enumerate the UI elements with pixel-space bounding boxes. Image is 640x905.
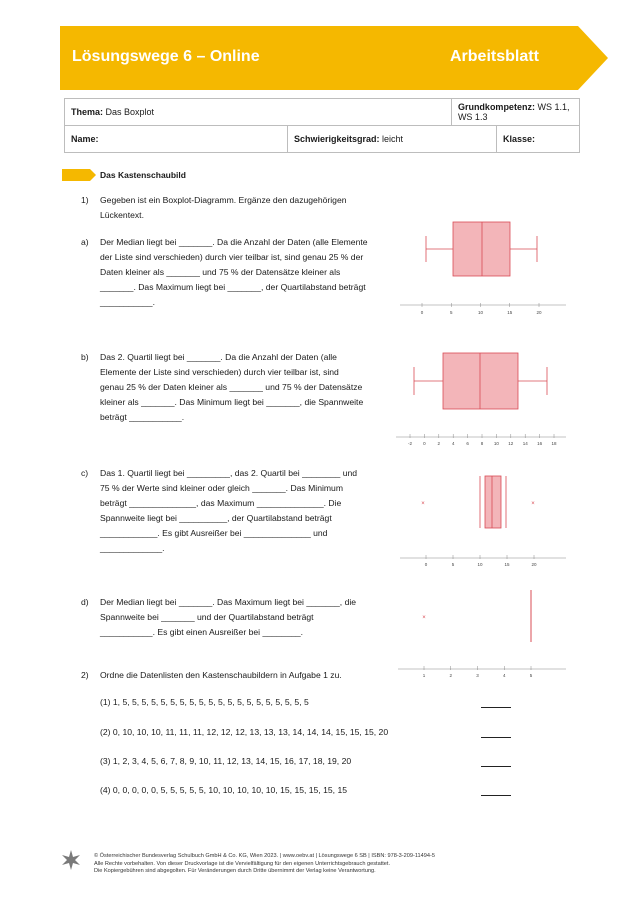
publisher-logo-icon — [60, 849, 82, 871]
whisker-right — [510, 236, 537, 262]
grundkompetenz-cell — [451, 99, 579, 126]
boxplot-c — [396, 462, 572, 572]
box — [485, 476, 501, 528]
task1b-line: kleiner als _______. Das Minimum liegt bei _______, die Spannweite — [100, 397, 364, 407]
thema-value: Das Boxplot — [105, 107, 155, 117]
whisker-right — [518, 367, 547, 395]
tick-label: 6 — [466, 441, 469, 446]
section-tab-icon — [62, 169, 96, 181]
task1b-line: Elemente der Liste sind verschieden) durch vier teilbar ist, sind — [100, 367, 339, 377]
footer-copyright — [94, 853, 435, 876]
task1c-letter: c) — [81, 468, 89, 478]
footer-line: Die Kopiergebühren sind abgegolten. Für Veränderungen durch Dritte übernimmt der Verlag keine Verantwortung. — [94, 868, 376, 875]
task1b-letter: b) — [81, 352, 89, 362]
task1d-line: ___________. Es gibt einen Ausreißer bei ________. — [100, 627, 304, 637]
klasse-label: Klasse: — [503, 134, 536, 144]
task1c-line: _____________. — [100, 543, 165, 553]
box — [443, 353, 518, 409]
task1c-line: 75 % der Werte sind kleiner oder gleich _______. Das Minimum — [100, 483, 343, 493]
task1d-letter: d) — [81, 597, 89, 607]
schwierigkeit-label: Schwierigkeitsgrad: — [294, 134, 380, 144]
task1c-line: beträgt ______________, das Maximum ______________. Die — [100, 498, 342, 508]
tick-label: 0 — [424, 562, 428, 567]
task1c-line: Das 1. Quartil liegt bei _________, das 2. Quartil bei ________ und — [100, 468, 358, 478]
task1c-text — [100, 466, 357, 556]
boxplot-b — [396, 340, 572, 450]
task2-number: 2) — [81, 670, 89, 680]
boxplot-a — [396, 210, 572, 320]
tick-label: 5 — [451, 562, 455, 567]
outlier-right: × — [531, 501, 535, 507]
tick-label: 20 — [536, 310, 542, 315]
klasse-cell — [497, 126, 580, 153]
worksheet-meta-table — [64, 98, 580, 153]
task1a-letter: a) — [81, 237, 89, 247]
header-banner — [60, 26, 608, 90]
outlier-left: × — [421, 501, 425, 507]
datalist-3: (3) 1, 2, 3, 4, 5, 6, 7, 8, 9, 10, 11, 12, 13, 14, 15, 16, 17, 18, 19, 20 — [100, 756, 352, 766]
section-heading — [62, 167, 362, 182]
task1d-line: Spannweite bei _______ und der Quartilabstand beträgt — [100, 612, 314, 622]
task2-text: Ordne die Datenlisten den Kastenschaubildern in Aufgabe 1 zu. — [100, 670, 342, 680]
task1a-line: ___________. — [100, 297, 155, 307]
task1b-line: beträgt ___________. — [100, 412, 185, 422]
datalist-4: (4) 0, 0, 0, 0, 0, 5, 5, 5, 5, 5, 10, 10, 10, 10, 10, 15, 15, 15, 15, 15 — [100, 785, 348, 795]
footer-line: Alle Rechte vorbehalten. Von dieser Druckvorlage ist die Vervielfältigung für den eigenen Unterrichtsgebrauch gestattet. — [94, 860, 391, 867]
tick-label: 18 — [551, 441, 557, 446]
tick-label: 15 — [507, 310, 513, 315]
task1-text: Gegeben ist ein Boxplot-Diagramm. Ergänze den dazugehörigen Lückentext. — [100, 195, 347, 220]
thema-label: Thema: — [71, 107, 104, 117]
tick-label: 12 — [508, 441, 514, 446]
whisker-left — [414, 367, 443, 395]
task1a-text — [100, 235, 368, 310]
tick-label: 3 — [476, 673, 479, 678]
grundkompetenz-label: Grundkompetenz: — [457, 102, 535, 112]
book-title: Lösungswege 6 – Online — [72, 48, 260, 65]
datalist-2: (2) 0, 10, 10, 10, 11, 11, 11, 12, 12, 12, 13, 13, 13, 14, 14, 14, 15, 15, 15, 20 — [100, 727, 389, 737]
answer-field-1[interactable] — [481, 707, 511, 708]
footer-line: © Österreichischer Bundesverlag Schulbuch GmbH & Co. KG, Wien 2023. | www.oebv.at | Lösungswege 6 SB | ISBN: 978-3-209-11494-5 — [94, 853, 435, 859]
datalist-1: (1) 1, 5, 5, 5, 5, 5, 5, 5, 5, 5, 5, 5, 5, 5, 5, 5, 5, 5, 5, 5, 5 — [100, 697, 309, 707]
tick-label: 0 — [423, 441, 426, 446]
tick-label: 14 — [522, 441, 528, 446]
task1b-text — [100, 350, 363, 425]
tick-label: 0 — [420, 310, 424, 315]
outlier: × — [422, 615, 426, 621]
task1a-line: Daten kleiner als _______ und 75 % der Datensätze kleiner als — [100, 267, 341, 277]
schwierigkeit-value: leicht — [382, 134, 404, 144]
tick-label: 10 — [477, 310, 484, 315]
task1a-line: _______. Das Maximum liegt bei _______, der Quartilabstand beträgt — [100, 282, 366, 292]
tick-label: 16 — [537, 441, 543, 446]
tick-label: 5 — [449, 310, 453, 315]
tick-label: -2 — [407, 441, 413, 446]
worksheet-type: Arbeitsblatt — [450, 48, 539, 65]
task1a-line: Der Median liegt bei _______. Da die Anzahl der Daten (alle Elemente — [100, 237, 368, 247]
task1b-line: Das 2. Quartil liegt bei _______. Da die Anzahl der Daten (alle — [100, 352, 337, 362]
name-cell — [65, 126, 288, 153]
task1b-line: genau 25 % der Daten kleiner als _______ und 75 % der Datensätze — [100, 382, 363, 392]
answer-field-2[interactable] — [481, 737, 511, 738]
tick-label: 4 — [451, 441, 455, 446]
whisker-left — [426, 236, 453, 262]
boxplot-d — [396, 584, 572, 694]
grundkompetenz-value: WS 1.1, WS 1.3 — [457, 102, 570, 122]
task1c-line: ____________. Es gibt Ausreißer bei ______________ und — [100, 528, 328, 538]
task1-number: 1) — [81, 195, 89, 205]
tick-label: 15 — [504, 562, 510, 567]
answer-field-3[interactable] — [481, 766, 511, 767]
tick-label: 2 — [449, 673, 453, 678]
tick-label: 20 — [531, 562, 537, 567]
task1a-line: der Liste sind verschieden) durch vier teilbar ist, sind genau 25 % der — [100, 252, 364, 262]
task1d-text — [100, 595, 356, 640]
tick-label: 2 — [437, 441, 441, 446]
tick-label: 1 — [422, 673, 426, 678]
schwierigkeit-cell — [288, 126, 497, 153]
answer-field-4[interactable] — [481, 795, 511, 796]
section-title: Das Kastenschaubild — [100, 170, 186, 180]
box — [453, 222, 510, 276]
name-label: Name: — [71, 134, 99, 144]
tick-label: 10 — [477, 562, 483, 567]
tick-label: 5 — [529, 673, 533, 678]
task1d-line: Der Median liegt bei _______. Das Maximum liegt bei _______, die — [100, 597, 357, 607]
tick-label: 10 — [493, 441, 499, 446]
tick-label: 4 — [502, 673, 506, 678]
tick-label: 8 — [480, 441, 484, 446]
thema-cell — [65, 99, 452, 126]
task1c-line: Spannweite liegt bei __________, der Quartilabstand beträgt — [100, 513, 332, 523]
